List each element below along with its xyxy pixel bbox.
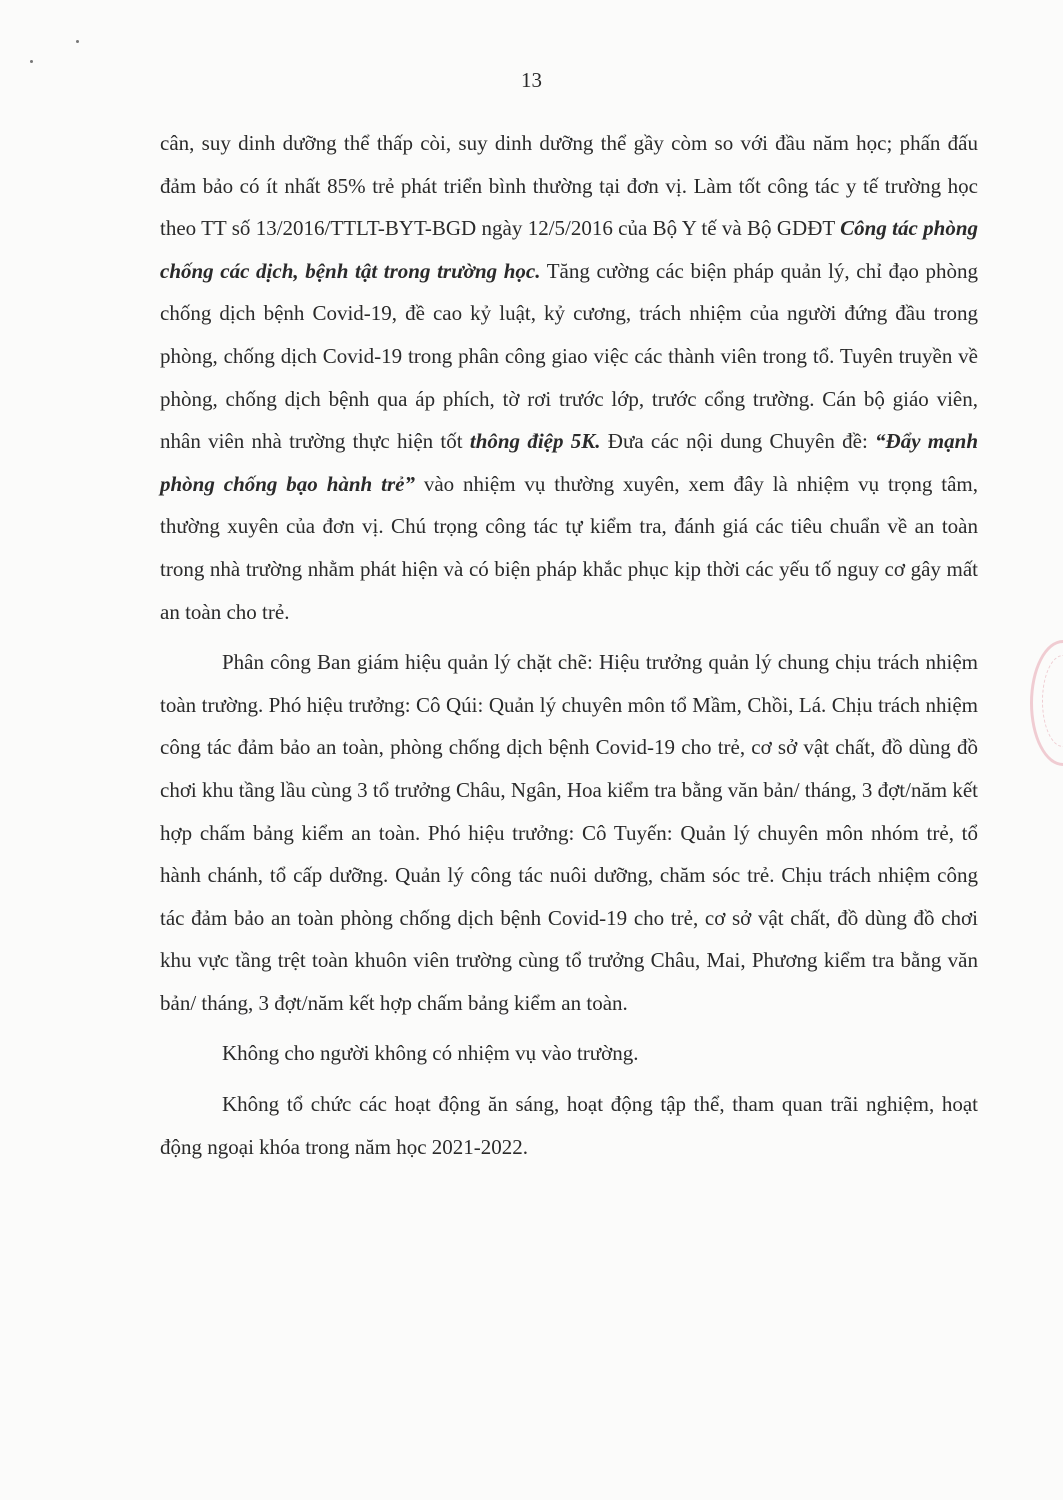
- bold-italic-phrase: “Đẩy mạnh phòng chống bạo hành trẻ”: [160, 429, 978, 496]
- bold-italic-phrase: thông điệp 5K.: [469, 429, 601, 454]
- text-run: Tăng cường các biện pháp quản lý, chỉ đạo phòng chống dịch bệnh Covid-19, đề cao kỷ luật, kỷ cương, trách nhiệm của người đứng đầu trong phòng, chống dịch Covid-19 trong phân công giao việc các thành viên trong tổ. Tuyên truyền về phòng, chống dịch bệnh qua áp phích, tờ rơi trước lớp, trước cổng trường. Cán bộ giáo viên, nhân viên nhà trường thực hiện tốt: [160, 258, 978, 454]
- text-run: Đưa các nội dung Chuyên đề:: [600, 429, 876, 454]
- document-body: [160, 122, 978, 1168]
- scan-speck: [30, 60, 33, 63]
- bold-italic-phrase: Công tác phòng chống các dịch, bệnh tật trong trường học.: [160, 216, 979, 283]
- paragraph-assignment: Phân công Ban giám hiệu quản lý chặt chẽ: Hiệu trưởng quản lý chung chịu trách nhiệm toàn trường. Phó hiệu trưởng: Cô Qúi: Quản lý chuyên môn tổ Mầm, Chồi, Lá. Chịu trách nhiệm công tác đảm bảo an toàn, phòng chống dịch bệnh Covid-19 cho trẻ, cơ sở vật chất, đồ dùng đồ chơi khu tầng lầu cùng 3 tổ trưởng Châu, Ngân, Hoa kiểm tra bằng văn bản/ tháng, 3 đợt/năm kết hợp chấm bảng kiểm an toàn. Phó hiệu trưởng: Cô Tuyến: Quản lý chuyên môn nhóm trẻ, tổ hành chánh, tổ cấp dưỡng. Quản lý công tác nuôi dưỡng, chăm sóc trẻ. Chịu trách nhiệm công tác đảm bảo an toàn phòng chống dịch bệnh Covid-19 cho trẻ, cơ sở vật chất, đồ dùng đồ chơi khu vực tầng trệt toàn khuôn viên trường cùng tổ trưởng Châu, Mai, Phương kiểm tra bằng văn bản/ tháng, 3 đợt/năm kết hợp chấm bảng kiểm an toàn.: [160, 650, 979, 1015]
- page-number: 13: [521, 68, 542, 92]
- paragraph-no-visitors: Không cho người không có nhiệm vụ vào trường.: [222, 1041, 639, 1066]
- paragraph-health-safety: [160, 122, 978, 633]
- text-run: vào nhiệm vụ thường xuyên, xem đây là nhiệm vụ trọng tâm, thường xuyên của đơn vị. Chú trọng công tác tự kiểm tra, đánh giá các tiêu chuẩn về an toàn trong nhà trường nhằm phát hiện và có biện pháp khắc phục kịp thời các yếu tố nguy cơ gây mất an toàn cho trẻ.: [160, 471, 978, 624]
- paragraph-no-activities: Không tổ chức các hoạt động ăn sáng, hoạt động tập thể, tham quan trãi nghiệm, hoạt động ngoại khóa trong năm học 2021-2022.: [160, 1092, 978, 1159]
- scan-speck: [76, 40, 79, 43]
- text-run: cân, suy dinh dưỡng thể thấp còi, suy dinh dưỡng thể gầy còm so với đầu năm học; phấn đấu đảm bảo có ít nhất 85% trẻ phát triển bình thường tại đơn vị. Làm tốt công tác y tế trường học theo TT số 13/2016/TTLT-BYT-BGD ngày 12/5/2016 của Bộ Y tế và Bộ GDĐT: [160, 131, 978, 241]
